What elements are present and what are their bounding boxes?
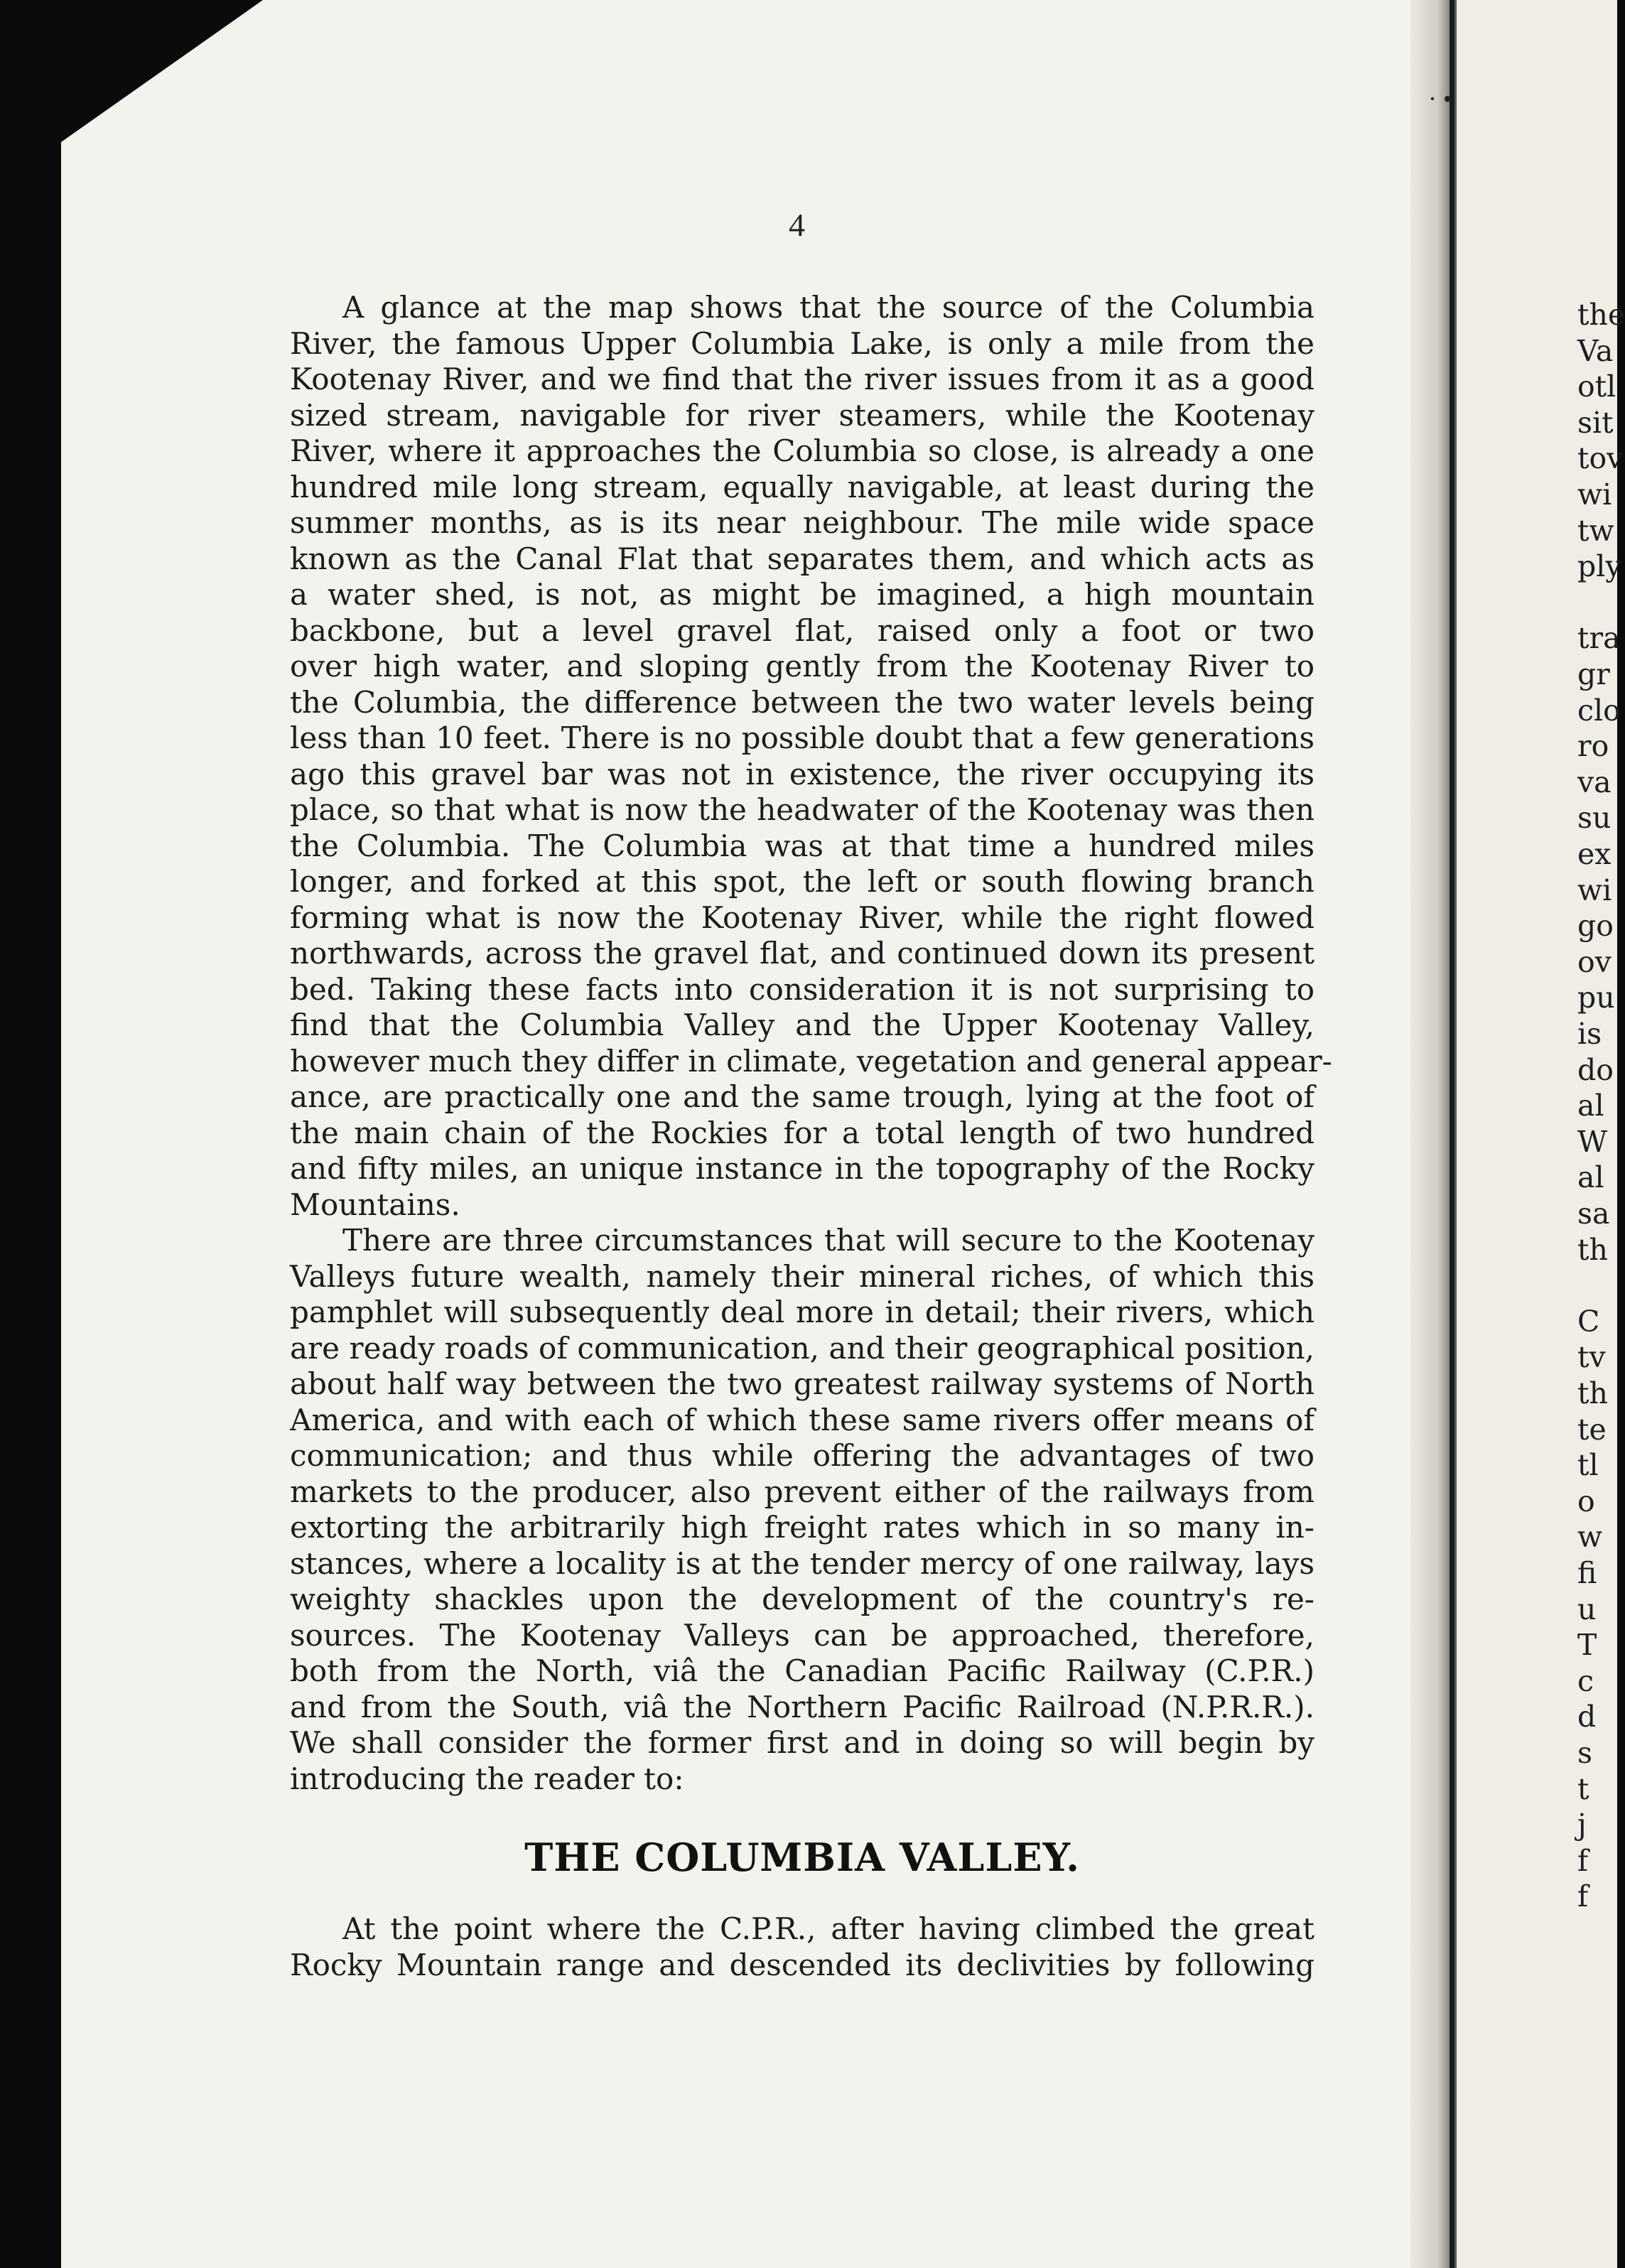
adjacent-page-text-fragment: pu [1577,981,1615,1015]
adjacent-page-text-fragment: go [1577,909,1614,944]
paragraph-line: We shall consider the former first and in doing so will begin by [290,1725,1314,1760]
adjacent-page-text-fragment: tov [1577,441,1624,476]
adjacent-page-text-fragment: ov [1577,944,1611,979]
paragraph-line: Mountains. [290,1187,460,1222]
adjacent-page-text-fragment: otl [1577,369,1616,404]
adjacent-page-text-fragment: f [1577,1879,1589,1914]
adjacent-page-text-fragment: gr [1577,657,1610,691]
adjacent-page-text-fragment: o [1577,1484,1595,1518]
paragraph-line: At the point where the C.P.R., after having climbed the great [342,1911,1314,1946]
adjacent-page-text-fragment: th [1577,1376,1608,1410]
adjacent-page-text-fragment: ply [1577,549,1622,584]
paragraph-line: weighty shackles upon the development of the country's re- [290,1582,1314,1616]
adjacent-page-text-fragment: te [1577,1412,1607,1447]
paragraph-line: place, so that what is now the headwater of the Kootenay was then [290,792,1314,827]
paragraph-line: northwards, across the gravel flat, and continued down its present [290,936,1314,971]
adjacent-page-text-fragment: al [1577,1160,1604,1195]
paragraph-line: hundred mile long stream, equally navigable, at least during the [290,469,1314,504]
paragraph-line: America, and with each of which these same rivers offer means of [290,1402,1314,1437]
adjacent-page-text-fragment: wi [1577,477,1612,512]
page-number: 4 [789,207,805,243]
paragraph-line: extorting the arbitrarily high freight rates which in so many in- [290,1510,1314,1545]
paragraph-line: stances, where a locality is at the tender mercy of one railway, lays [290,1545,1314,1581]
adjacent-page-text-fragment: ex [1577,837,1611,871]
adjacent-page-text-fragment: Va [1577,333,1614,368]
section-heading: THE COLUMBIA VALLEY. [524,1835,1080,1880]
paragraph-line: the main chain of the Rockies for a total length of two hundred [290,1115,1314,1150]
adjacent-page-text-fragment: T [1577,1628,1597,1663]
paragraph-line: and from the South, viâ the Northern Pacific Railroad (N.P.R.R.). [290,1689,1314,1724]
adjacent-page-text-fragment: f [1577,1843,1589,1878]
paragraph-line: summer months, as is its near neighbour. The mile wide space [290,505,1314,540]
paragraph-line: both from the North, viâ the Canadian Pacific Railway (C.P.R.) [290,1653,1314,1688]
paragraph-line: a water shed, is not, as might be imagined, a high mountain [290,577,1314,612]
body-text [290,290,1332,1797]
adjacent-page-text-fragment: c [1577,1663,1594,1698]
adjacent-page-text-fragment: fi [1577,1556,1597,1590]
paragraph-line: find that the Columbia Valley and the Upper Kootenay Valley, [290,1008,1314,1042]
adjacent-page-text-fragment: clo [1577,693,1621,728]
adjacent-page-text-fragment: C [1577,1304,1600,1339]
adjacent-page-text-fragment: t [1577,1771,1589,1806]
adjacent-page-text-fragment: sa [1577,1197,1610,1231]
adjacent-page-text-fragment: d [1577,1700,1597,1734]
paragraph-line: introducing the reader to: [290,1761,684,1796]
adjacent-page-text-fragment: th [1577,1232,1608,1267]
adjacent-page-text-fragment: j [1577,1808,1587,1842]
paragraph-line: Rocky Mountain range and descended its declivities by following [290,1947,1314,1982]
paragraph-line: Valleys future wealth, namely their mineral riches, of which this [290,1258,1314,1294]
paragraph-line: pamphlet will subsequently deal more in detail; their rivers, which [290,1295,1314,1329]
adjacent-page-edge [1457,0,1625,2268]
paragraph-line: bed. Taking these facts into consideration it is not surprising to [290,971,1314,1007]
adjacent-page-text-fragment: ro [1577,729,1609,764]
adjacent-page-text-fragment: u [1577,1592,1597,1626]
paragraph-line: markets to the producer, also prevent either of the railways from [290,1474,1314,1509]
paragraph-line: A glance at the map shows that the source of the Columbia [342,290,1314,325]
adjacent-page-text-fragment: is [1577,1017,1602,1051]
adjacent-page-text-fragment: W [1577,1124,1608,1159]
adjacent-page-text-fragment: al [1577,1089,1604,1123]
paragraph-line: the Columbia. The Columbia was at that time a hundred miles [290,828,1314,863]
paragraph-line: ago this gravel bar was not in existence, the river occupying its [290,756,1314,792]
paragraph-line: River, the famous Upper Columbia Lake, is only a mile from the [290,325,1314,361]
paragraph-line: forming what is now the Kootenay River, while the right flowed [290,900,1314,935]
adjacent-page-text-fragment: do [1577,1052,1614,1087]
paragraph-line: River, where it approaches the Columbia so close, is already a one [290,433,1314,468]
binding-marks: · • [1428,85,1452,113]
paragraph-line: backbone, but a level gravel flat, raised only a foot or two [290,612,1314,648]
paragraph-line: about half way between the two greatest railway systems of North [290,1366,1314,1401]
paragraph-line: longer, and forked at this spot, the left or south flowing branch [290,864,1314,899]
paragraph-line: less than 10 feet. There is no possible doubt that a few generations [290,720,1314,755]
paragraph-line: however much they differ in climate, vegetation and general appear- [290,1043,1332,1079]
adjacent-page-text-fragment: tw [1577,513,1614,548]
paragraph-line: Kootenay River, and we find that the river issues from it as a good [290,362,1314,396]
adjacent-page-text-fragment: va [1577,765,1611,799]
adjacent-page-text-fragment: s [1577,1736,1593,1770]
paragraph-line: known as the Canal Flat that separates them, and which acts as [290,541,1314,576]
adjacent-page-text-fragment: su [1577,801,1611,836]
paragraph-line: over high water, and sloping gently from the Kootenay River to [290,649,1314,684]
gutter-divider [1449,0,1454,2268]
paragraph-line: sized stream, navigable for river steamers, while the Kootenay [290,397,1314,433]
paragraph-line: ance, are practically one and the same trough, lying at the foot of [290,1079,1314,1114]
paragraph-line: are ready roads of communication, and their geographical position, [290,1330,1314,1366]
adjacent-page-text-fragment: the [1577,298,1625,332]
paragraph-line: sources. The Kootenay Valleys can be approached, therefore, [290,1617,1314,1653]
paragraph-line: communication; and thus while offering the advantages of two [290,1438,1314,1473]
paragraph-line: There are three circumstances that will secure to the Kootenay [342,1223,1314,1258]
adjacent-page-text-fragment: sit [1577,405,1614,440]
adjacent-page-text-fragment: wi [1577,873,1612,907]
paragraph-line: the Columbia, the difference between the two water levels being [290,684,1314,720]
adjacent-page-text-fragment: tv [1577,1340,1606,1375]
paragraph-line: and fifty miles, an unique instance in the topography of the Rocky [290,1151,1314,1186]
adjacent-page-text-fragment: w [1577,1520,1603,1555]
adjacent-page-text-fragment: tra [1577,621,1621,656]
adjacent-page-text-fragment: tl [1577,1448,1599,1483]
section-body-text [290,1911,1314,1983]
